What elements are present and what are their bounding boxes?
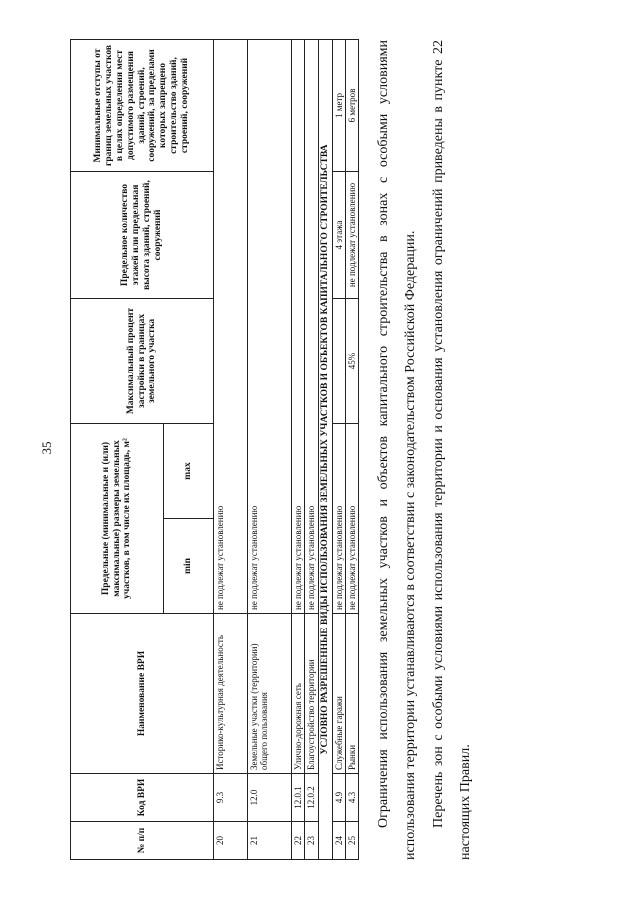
table-row <box>248 40 292 860</box>
section-row <box>318 40 332 860</box>
header-sizes: Предельные (минимальные и (или) максимальные) размеры земельных участков, в том числе их площадь, м² <box>71 424 164 614</box>
row-name: Историко-культурная деятельность <box>214 614 248 774</box>
body-text <box>370 40 479 860</box>
header-min: min <box>164 519 214 614</box>
row-sizes: не подлежат установлению <box>345 424 358 614</box>
row-setback: 6 метров <box>345 40 358 172</box>
table-row <box>292 40 305 860</box>
header-percent: Максимальный процент застройки в границах земельного участка <box>71 299 214 424</box>
row-name: Земельные участки (территории) общего пользования <box>248 614 292 774</box>
row-num: 20 <box>214 822 248 860</box>
row-floors: не подлежат установлению <box>345 172 358 299</box>
row-setback: 1 метр <box>332 40 345 172</box>
header-row <box>71 40 164 860</box>
row-num: 24 <box>332 822 345 860</box>
row-num: 23 <box>305 822 318 860</box>
header-name: Наименование ВРИ <box>71 614 214 774</box>
header-floors: Предельное количество этажей или предельная высота зданий, строений, сооружений <box>71 172 214 299</box>
page-number: 35 <box>39 441 54 455</box>
row-floors: 4 этажа <box>332 172 345 299</box>
row-name: Улично-дорожная сеть <box>292 614 305 774</box>
row-num: 25 <box>345 822 358 860</box>
row-code: 12.0 <box>248 774 292 822</box>
row-code: 12.0.2 <box>305 774 318 822</box>
rotated-content <box>70 40 590 860</box>
table-row <box>305 40 318 860</box>
paragraph: Перечень зон с особыми условиями использования территории и основания установления ограничений приведены в пункте 22 настоящих Правил. <box>430 40 473 860</box>
table-row <box>345 40 358 860</box>
row-code: 9.3 <box>214 774 248 822</box>
row-value: не подлежат установлению <box>214 40 248 614</box>
row-value: не подлежат установлению <box>292 40 305 614</box>
row-code: 4.9 <box>332 774 345 822</box>
row-num: 22 <box>292 822 305 860</box>
row-value: не подлежат установлению <box>248 40 292 614</box>
row-name: Служебные гаражи <box>332 614 345 774</box>
table-row <box>214 40 248 860</box>
header-setback: Минимальные отступы от границ земельных участков в целях определения мест допустимого размещения зданий, строений, сооружений, за пределами которых запрещено строительство зданий, строений, сооружений <box>71 40 214 172</box>
header-num: № п/п <box>71 822 214 860</box>
table-row <box>332 40 345 860</box>
header-code: Код ВРИ <box>71 774 214 822</box>
row-sizes: не подлежат установлению <box>332 424 345 614</box>
row-num: 21 <box>248 822 292 860</box>
header-max: max <box>164 424 214 519</box>
row-code: 4.3 <box>345 774 358 822</box>
section-title: УСЛОВНО РАЗРЕШЕННЫЕ ВИДЫ ИСПОЛЬЗОВАНИЯ ЗЕМЕЛЬНЫХ УЧАСТКОВ И ОБЪЕКТОВ КАПИТАЛЬНОГО СТРОИТЕЛЬСТВА <box>318 40 332 860</box>
regulations-table <box>70 39 359 860</box>
row-code: 12.0.1 <box>292 774 305 822</box>
row-percent <box>332 299 345 424</box>
paragraph: Ограничения использования земельных участков и объектов капитального строительства в зонах с особыми условиями использования территории устанавливаются в соответствии с законодательством Российской Федерации. <box>376 40 419 860</box>
row-percent: 45% <box>345 299 358 424</box>
row-value: не подлежат установлению <box>305 40 318 614</box>
row-name: Рынки <box>345 614 358 774</box>
row-name: Благоустройство территории <box>305 614 318 774</box>
